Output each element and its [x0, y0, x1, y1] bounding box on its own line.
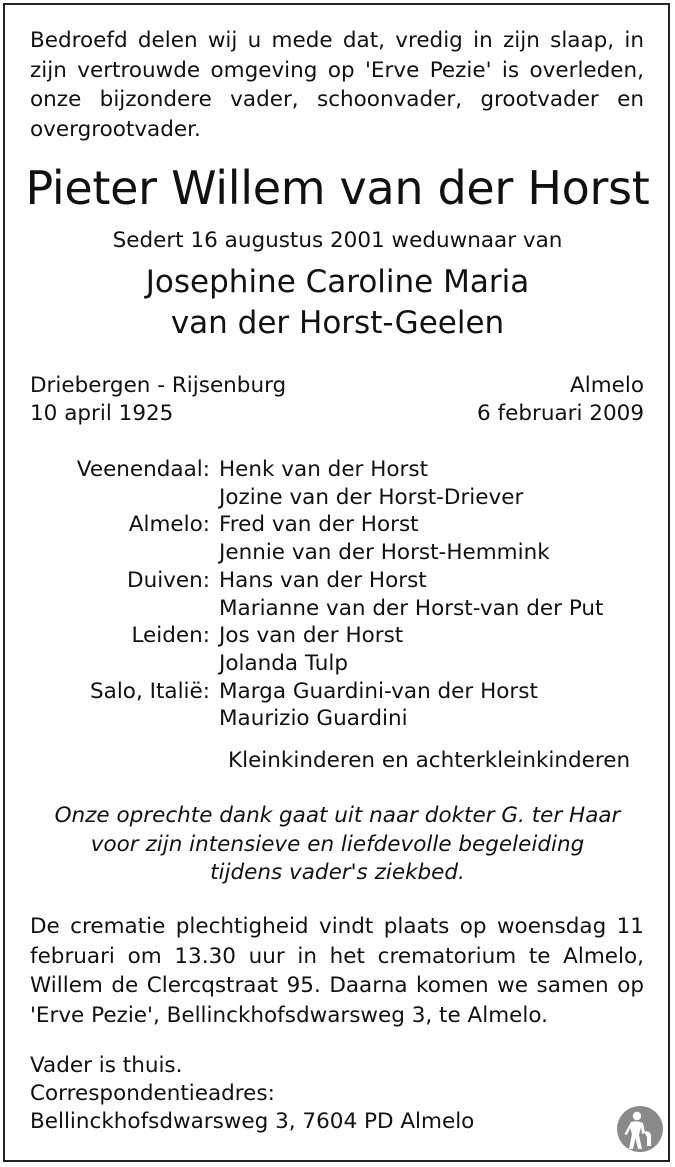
- grandchildren-line: Kleinkinderen en achterkleinkinderen: [228, 748, 631, 773]
- family-row: [0, 595, 675, 623]
- footer-address: Bellinckhofsdwarsweg 3, 7604 PD Almelo: [30, 1109, 475, 1134]
- family-person: Fred van der Horst: [219, 512, 419, 538]
- family-person: Maurizio Guardini: [219, 706, 408, 732]
- birth-date: 10 april 1925: [30, 401, 174, 426]
- thanks-line3: tijdens vader's ziekbed.: [210, 860, 465, 885]
- birth-info: [30, 372, 286, 428]
- family-row: [0, 456, 675, 484]
- family-row: [0, 484, 675, 512]
- family-list: [0, 456, 675, 733]
- family-place: Leiden:: [131, 623, 210, 649]
- death-place: Almelo: [570, 373, 644, 398]
- family-person: Jozine van der Horst-Driever: [219, 484, 524, 510]
- family-place: Veenendaal:: [76, 457, 210, 482]
- family-row: [0, 622, 675, 650]
- thanks-line2: voor zijn intensieve en liefdevolle begeleiding: [90, 831, 585, 857]
- thanks-message: [0, 802, 675, 888]
- family-row: [0, 539, 675, 567]
- family-place: Salo, Italië:: [90, 678, 210, 704]
- family-person: Marianne van der Horst-van der Put: [219, 595, 604, 621]
- spouse-name-line2: van der Horst-Geelen: [170, 305, 505, 341]
- death-date: 6 februari 2009: [477, 401, 644, 426]
- family-row: [0, 567, 675, 595]
- spouse-name: [0, 262, 675, 344]
- family-place: [0, 650, 219, 678]
- family-person: Jennie van der Horst-Hemmink: [219, 540, 550, 566]
- family-row: [0, 511, 675, 539]
- family-place: [0, 539, 219, 567]
- family-place: Duiven:: [127, 567, 210, 593]
- footer-line2: Correspondentieadres:: [30, 1081, 275, 1106]
- family-place: [0, 705, 219, 733]
- spouse-name-line1: Josephine Caroline Maria: [145, 264, 530, 300]
- family-person: Hans van der Horst: [219, 567, 427, 593]
- birth-place: Driebergen - Rijsenburg: [30, 373, 287, 398]
- family-row: [0, 650, 675, 678]
- family-person: Marga Guardini-van der Horst: [219, 678, 538, 704]
- thanks-line1: Onze oprechte dank gaat uit naar dokter G. ter Haar: [54, 803, 621, 828]
- widower-line: Sedert 16 augustus 2001 weduwnaar van: [112, 228, 563, 253]
- cremation-paragraph: De crematie plechtigheid vindt plaats op woensdag 11 februari om 13.30 uur in het crematorium te Almelo, Willem de Clercqstraat 95. Daarna komen we samen op 'Erve Pezie', Bellinckhofsdwarsweg 3, te Almelo.: [30, 914, 644, 1028]
- death-info: [477, 372, 644, 428]
- family-person: Jolanda Tulp: [219, 650, 349, 676]
- family-place: [0, 484, 219, 512]
- family-row: [0, 678, 675, 706]
- footer-line1: Vader is thuis.: [30, 1053, 183, 1078]
- family-row: [0, 705, 675, 733]
- family-place: Almelo:: [128, 512, 210, 538]
- figure-logo-icon: [616, 1105, 664, 1153]
- family-place: [0, 595, 219, 623]
- footer-block: [30, 1052, 474, 1136]
- deceased-name: Pieter Willem van der Horst: [25, 161, 650, 215]
- family-person: Jos van der Horst: [219, 623, 404, 649]
- intro-paragraph: Bedroefd delen wij u mede dat, vredig in zijn slaap, in zijn vertrouwde omgeving op 'Erve Pezie' is overleden, onze bijzondere vader, schoonvader, grootvader en overgrootvader.: [30, 28, 644, 142]
- family-person: Henk van der Horst: [219, 457, 429, 482]
